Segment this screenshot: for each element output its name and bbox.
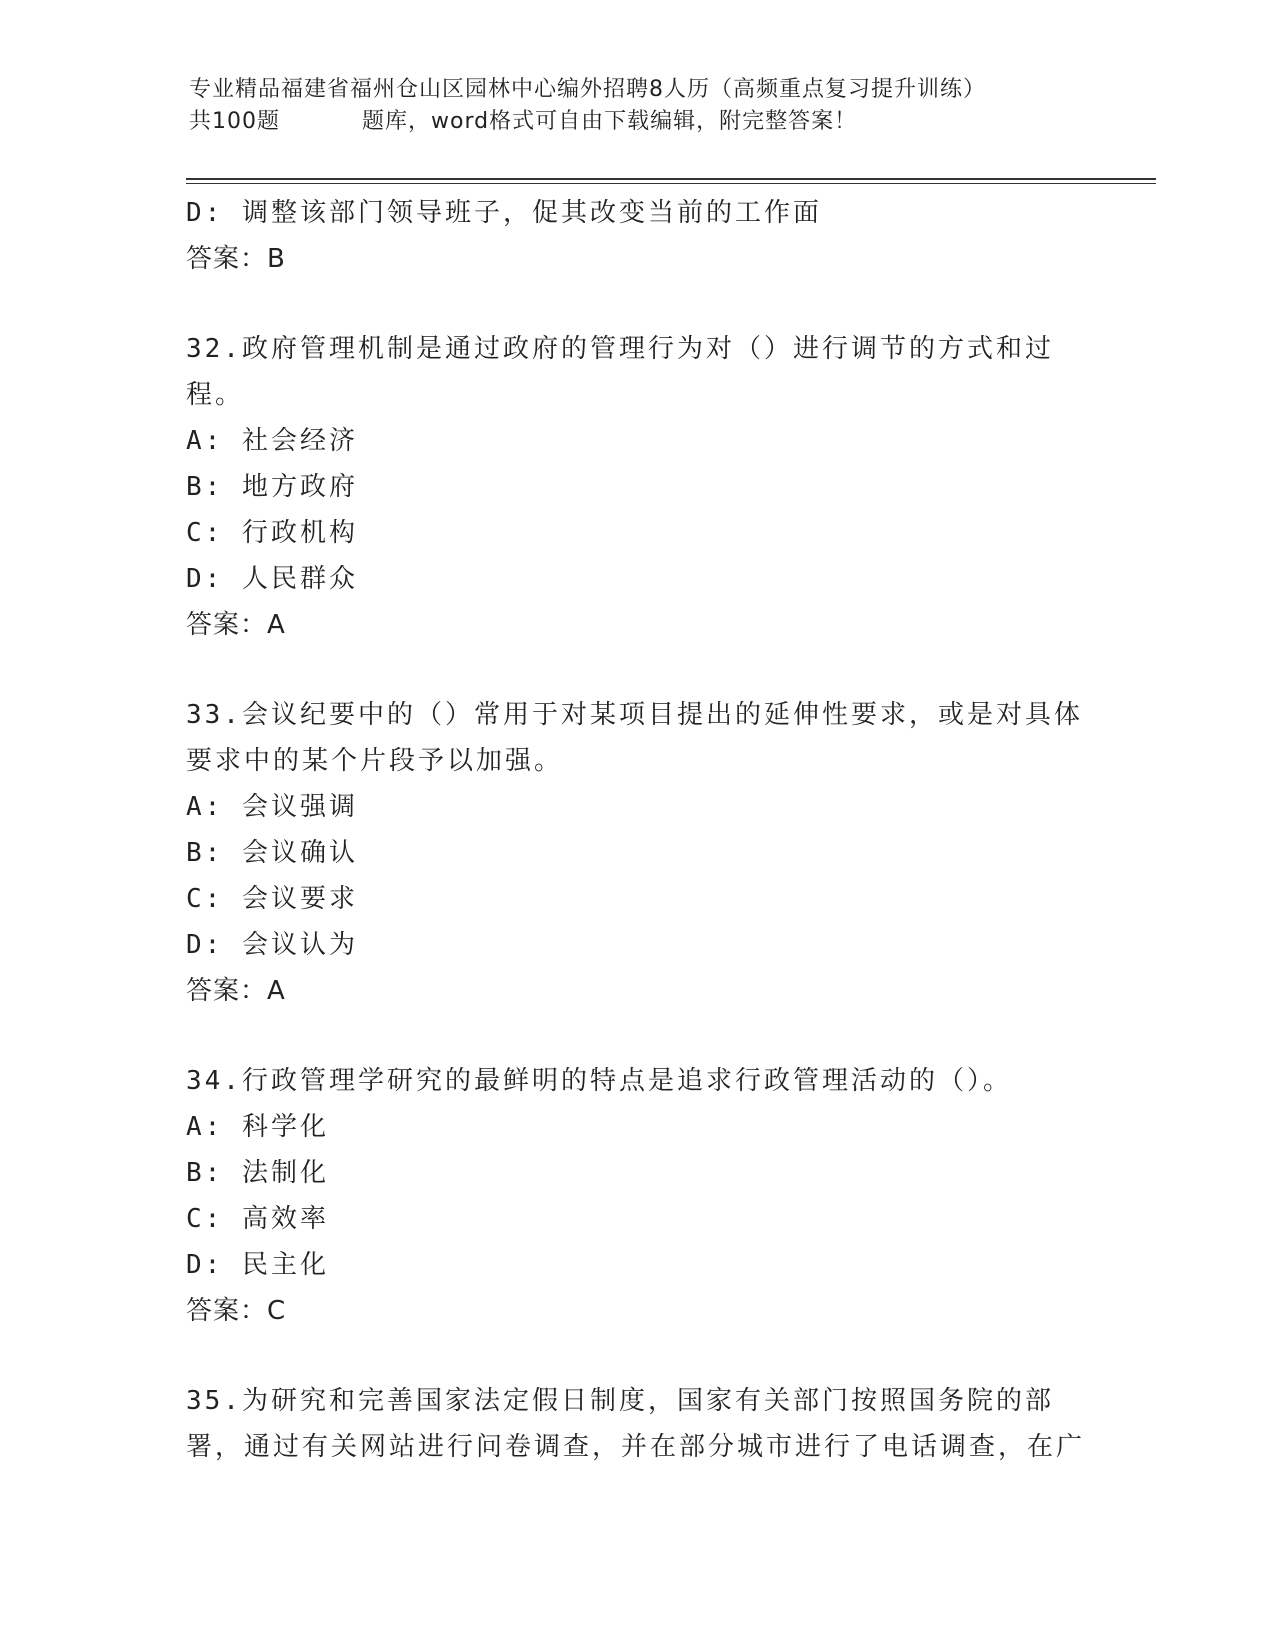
option-d: D: 人民群众 xyxy=(186,564,358,594)
question-text: 33.会议纪要中的（）常用于对某项目提出的延伸性要求，或是对具体要求中的某个片段予以加强。 xyxy=(186,700,1083,776)
question-text: 34.行政管理学研究的最鲜明的特点是追求行政管理活动的（）。 xyxy=(186,1066,1012,1096)
prev-answer: 答案：B xyxy=(186,244,286,274)
header-divider-thick xyxy=(186,178,1156,180)
option-c: C: 高效率 xyxy=(186,1204,329,1234)
answer: 答案：A xyxy=(186,976,286,1006)
question-33 xyxy=(186,692,1086,1014)
question-32 xyxy=(186,326,1086,648)
prev-option-d: D: 调整该部门领导班子，促其改变当前的工作面 xyxy=(186,198,822,228)
option-c: C: 行政机构 xyxy=(186,518,358,548)
header-description: 题库，word格式可自由下载编辑，附完整答案！ xyxy=(362,109,858,134)
answer: 答案：A xyxy=(186,610,286,640)
option-d: D: 民主化 xyxy=(186,1250,329,1280)
document-header xyxy=(189,74,1089,138)
option-c: C: 会议要求 xyxy=(186,884,358,914)
question-content xyxy=(186,190,1086,1470)
option-a: A: 会议强调 xyxy=(186,792,358,822)
option-a: A: 社会经济 xyxy=(186,426,358,456)
header-divider-thin xyxy=(186,183,1156,184)
question-35 xyxy=(186,1378,1086,1470)
question-text: 35.为研究和完善国家法定假日制度，国家有关部门按照国务院的部署，通过有关网站进行问卷调查，并在部分城市进行了电话调查，在广 xyxy=(186,1386,1086,1462)
answer: 答案：C xyxy=(186,1296,287,1326)
question-34 xyxy=(186,1058,1086,1334)
header-subtitle-line xyxy=(189,106,1089,138)
question-text: 32.政府管理机制是通过政府的管理行为对（）进行调节的方式和过程。 xyxy=(186,334,1054,410)
option-b: B: 会议确认 xyxy=(186,838,358,868)
option-b: B: 地方政府 xyxy=(186,472,358,502)
option-d: D: 会议认为 xyxy=(186,930,358,960)
option-b: B: 法制化 xyxy=(186,1158,329,1188)
header-title-line: 专业精品福建省福州仓山区园林中心编外招聘8人历（高频重点复习提升训练） xyxy=(189,77,986,102)
option-a: A: 科学化 xyxy=(186,1112,329,1142)
question-count: 共100题 xyxy=(189,109,280,134)
